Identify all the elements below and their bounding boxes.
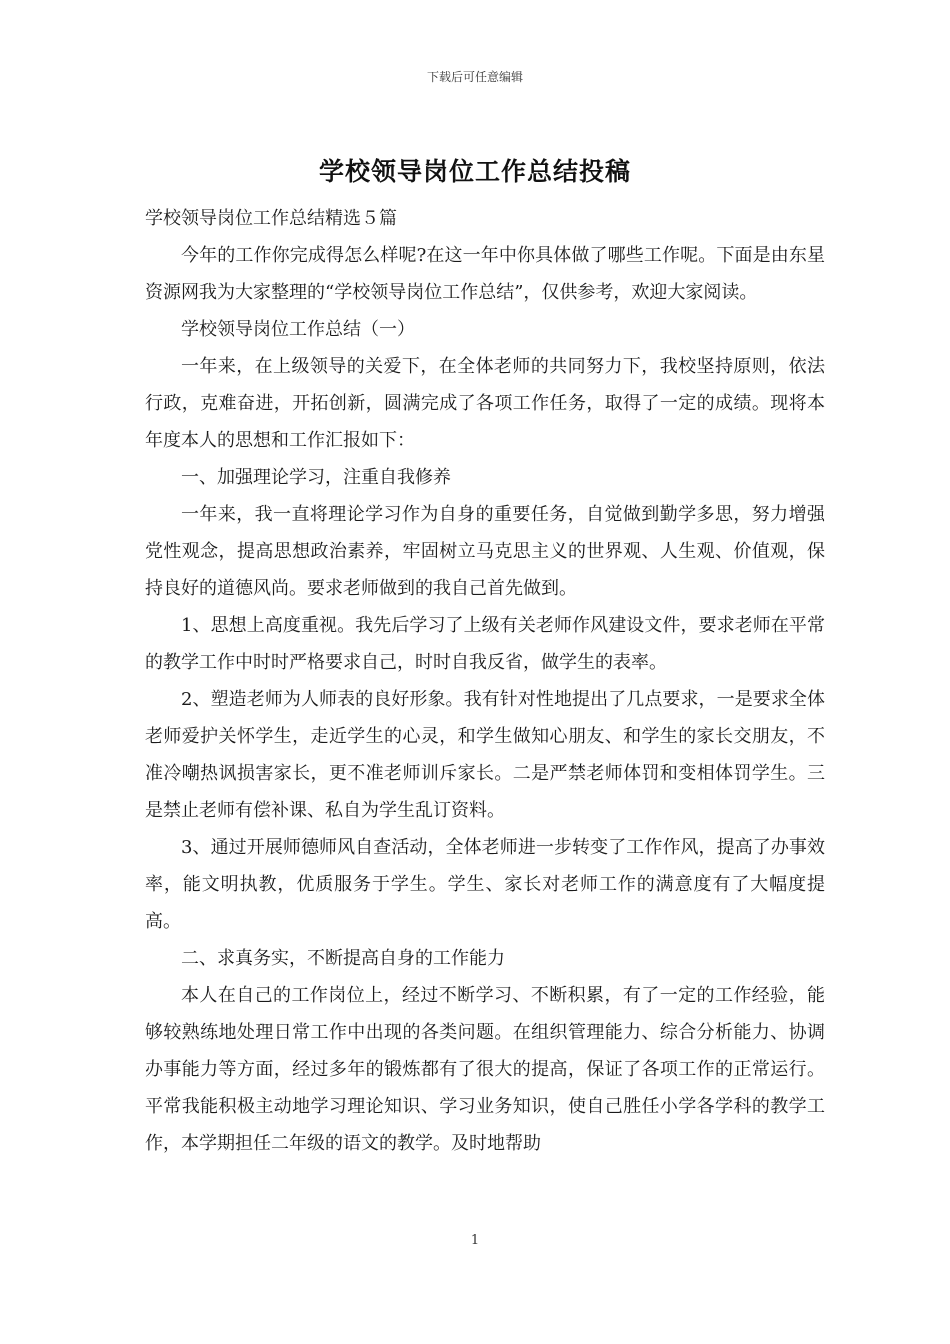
section-heading-theory-study: 一、加强理论学习，注重自我修养 (181, 467, 451, 488)
section-heading-summary-one: 学校领导岗位工作总结（一） (181, 319, 415, 340)
list-item-paragraph: 3、通过开展师德师风自查活动，全体老师进一步转变了工作作风，提高了办事效率，能文明执教，优质服务于学生。学生、家长对老师工作的满意度有了大幅度提高。 (145, 837, 825, 932)
document-title: 学校领导岗位工作总结投稿 (318, 157, 631, 186)
intro-paragraph: 今年的工作你完成得怎么样呢?在这一年中你具体做了哪些工作呢。下面是由东星资源网我为大家整理的“学校领导岗位工作总结”，仅供参考，欢迎大家阅读。 (145, 245, 825, 303)
document-body (145, 200, 825, 1162)
header-note: 下载后可任意编辑 (426, 70, 523, 84)
section-heading-work-ability: 二、求真务实，不断提高自身的工作能力 (181, 948, 505, 969)
document-subtitle: 学校领导岗位工作总结精选５篇 (145, 208, 397, 229)
page-number: 1 (470, 1233, 480, 1248)
body-paragraph: 一年来，在上级领导的关爱下，在全体老师的共同努力下，我校坚持原则，依法行政，克难奋进，开拓创新，圆满完成了各项工作任务，取得了一定的成绩。现将本年度本人的思想和工作汇报如下： (145, 356, 825, 451)
body-paragraph: 一年来，我一直将理论学习作为自身的重要任务，自觉做到勤学多思，努力增强党性观念，提高思想政治素养，牢固树立马克思主义的世界观、人生观、价值观，保持良好的道德风尚。要求老师做到的我自己首先做到。 (145, 504, 825, 599)
body-paragraph: 本人在自己的工作岗位上，经过不断学习、不断积累，有了一定的工作经验，能够较熟练地处理日常工作中出现的各类问题。在组织管理能力、综合分析能力、协调办事能力等方面，经过多年的锻炼都有了很大的提高，保证了各项工作的正常运行。平常我能积极主动地学习理论知识、学习业务知识，使自己胜任小学各学科的教学工作，本学期担任二年级的语文的教学。及时地帮助 (145, 985, 825, 1154)
list-item-paragraph: 2、塑造老师为人师表的良好形象。我有针对性地提出了几点要求，一是要求全体老师爱护关怀学生，走近学生的心灵，和学生做知心朋友、和学生的家长交朋友，不准冷嘲热讽损害家长，更不准老师训斥家长。二是严禁老师体罚和变相体罚学生。三是禁止老师有偿补课、私自为学生乱订资料。 (145, 689, 825, 821)
list-item-paragraph: 1、思想上高度重视。我先后学习了上级有关老师作风建设文件，要求老师在平常的教学工作中时时严格要求自己，时时自我反省，做学生的表率。 (145, 615, 825, 673)
